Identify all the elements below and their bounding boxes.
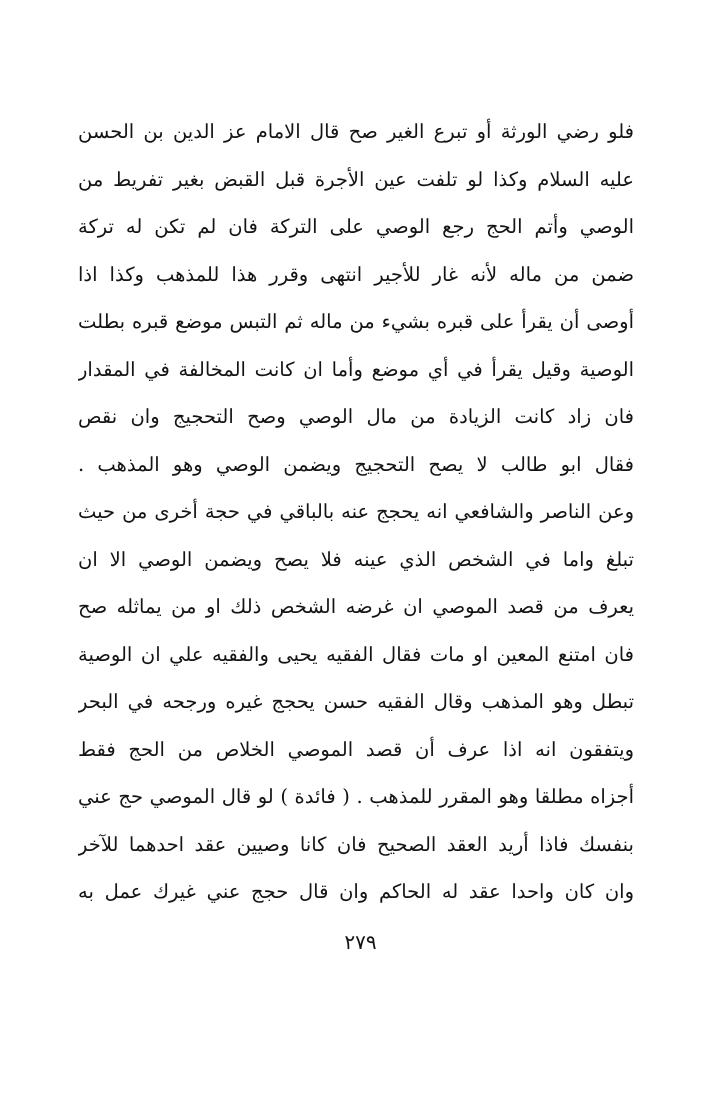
text-line: تبلغ واما في الشخص الذي عينه فلا يصح ويضمن الوصي الا ان: [78, 547, 634, 571]
text-line: فان امتنع المعين او مات فقال الفقيه يحيى والفقيه علي ان الوصية: [78, 642, 634, 666]
body-text: [78, 108, 634, 916]
text-line: أوصى أن يقرأ على قبره بشيء من ماله ثم التبس موضع قبره بطلت: [78, 310, 634, 333]
text-line: الوصي وأتم الحج رجع الوصي على التركة فان لم تكن له تركة: [78, 215, 634, 238]
text-line: وعن الناصر والشافعي انه يحجج عنه بالباقي في حجة أخرى من حيث: [78, 500, 634, 523]
text-line: الوصية وقيل يقرأ في أي موضع وأما ان كانت المخالفة في المقدار: [78, 357, 634, 381]
text-line: يعرف من قصد الموصي ان غرضه الشخص ذلك او من يماثله صح: [78, 595, 634, 618]
text-line: وان كان واحدا عقد له الحاكم وان قال حجج عني غيرك عمل به: [78, 880, 634, 903]
text-line: بنفسك فاذا أريد العقد الصحيح فان كانا وصيين عقد احدهما للآخر: [78, 832, 634, 856]
text-line: أجزاه مطلقا وهو المقرر للمذهب . ( فائدة ) لو قال الموصي حج عني: [78, 785, 634, 808]
text-line: فلو رضي الورثة أو تبرع الغير صح قال الامام عز الدين بن الحسن: [78, 120, 634, 143]
text-line: فقال ابو طالب لا يصح التحجيج ويضمن الوصي وهو المذهب .: [78, 452, 634, 476]
text-line: ويتفقون انه اذا عرف أن قصد الموصي الخلاص من الحج فقط: [78, 737, 634, 761]
text-line: ضمن من ماله لأنه غار للأجير انتهى وقرر هذا للمذهب وكذا اذا: [78, 262, 634, 286]
text-line: فان زاد كانت الزيادة من مال الوصي وصح التحجيج وان نقص: [78, 405, 634, 428]
page-number: ٢٧٩: [344, 930, 377, 954]
text-line: تبطل وهو المذهب وقال الفقيه حسن يحجج غيره ورجحه في البحر: [78, 690, 634, 713]
text-line: عليه السلام وكذا لو تلفت عين الأجرة قبل القبض بغير تفريط من: [78, 167, 634, 191]
